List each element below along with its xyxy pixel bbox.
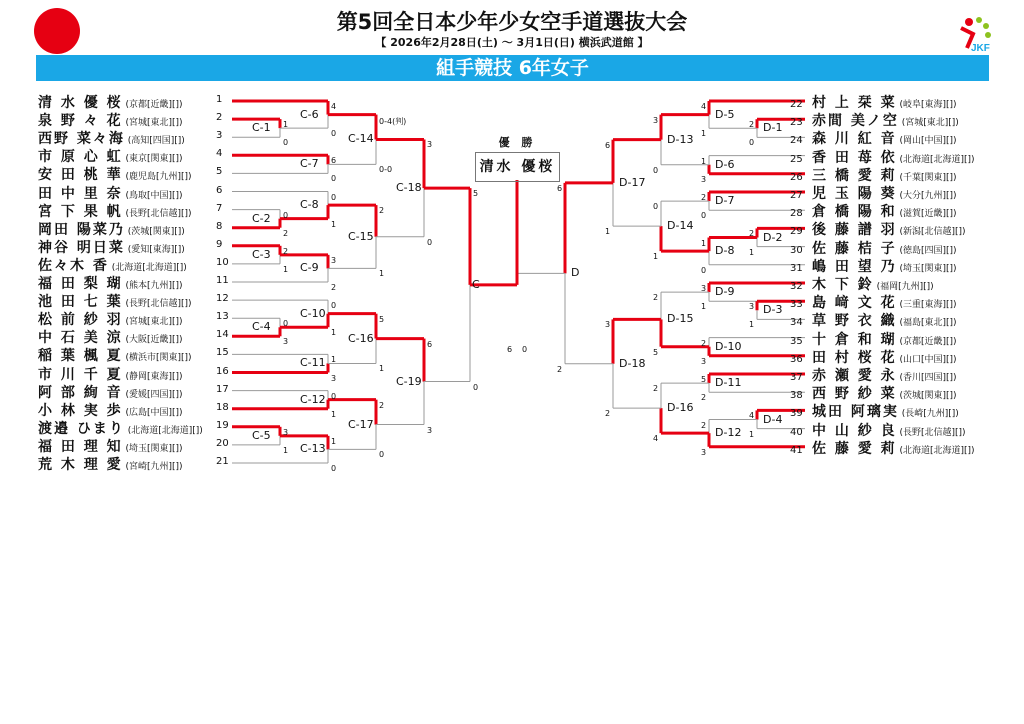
match-label: D-15: [667, 312, 694, 326]
player-row: [38, 219, 233, 237]
player-row: [790, 383, 1015, 401]
player-pref: (大阪[近畿][]): [122, 335, 183, 346]
player-name: 木 下 鈴: [812, 277, 874, 293]
match-score: 0: [283, 138, 289, 148]
player-pref: (横浜市[関東][]): [122, 353, 192, 364]
player-row: [38, 128, 233, 146]
seed-number: 13: [216, 311, 229, 323]
player-name: 草 野 衣 織: [812, 313, 897, 330]
match-score: 3: [427, 140, 433, 150]
match-label: D-10: [715, 339, 742, 353]
player-row: [38, 255, 233, 273]
seed-number: 9: [216, 238, 223, 250]
seed-number: 2: [216, 112, 223, 124]
player-name: 赤間 美ノ空: [812, 113, 899, 130]
match-score: 3: [331, 373, 337, 383]
player-name: 佐 藤 桔 子: [812, 240, 897, 257]
match-score: 0: [701, 265, 707, 275]
player-row: [790, 219, 1015, 237]
match-label: D-12: [715, 426, 742, 440]
match-score: 6: [507, 345, 513, 354]
player-row: [790, 438, 1015, 456]
match-label: C-4: [252, 320, 271, 334]
player-name: 中 石 美 涼: [38, 330, 123, 347]
seed-number: 22: [790, 99, 803, 110]
match-label: D-4: [763, 412, 783, 426]
player-row: [38, 164, 233, 182]
player-name: 田 中 里 奈: [38, 185, 123, 202]
player-name: 島 﨑 文 花: [812, 295, 897, 312]
player-row: [790, 329, 1015, 347]
match-score: 2: [653, 384, 659, 394]
svg-text:JKF: JKF: [971, 43, 990, 54]
player-row: [790, 201, 1015, 219]
player-name: 福 田 理 知: [38, 438, 123, 455]
match-label: D-7: [715, 194, 735, 208]
match-score: 3: [749, 302, 755, 312]
match-score: 3: [653, 115, 659, 125]
player-pref: (長崎[九州][]): [898, 409, 959, 420]
match-score: 0: [749, 138, 755, 148]
seed-number: 18: [216, 401, 229, 413]
player-row: [790, 165, 1015, 183]
seed-number: 32: [790, 281, 803, 292]
seed-number: 7: [216, 202, 223, 214]
seed-number: 31: [790, 262, 803, 274]
player-row: [38, 345, 233, 363]
player-name: 村 上 栞 菜: [812, 95, 897, 111]
player-pref: (東京[関東][]): [122, 154, 183, 165]
player-name: 倉 橋 陽 和: [812, 204, 897, 221]
player-row: [790, 256, 1015, 274]
player-name: 児 玉 陽 葵: [812, 186, 897, 202]
player-name: 池 田 七 葉: [38, 294, 123, 311]
match-score: 3: [283, 337, 289, 347]
match-score: 3: [701, 447, 707, 457]
match-label: C-14: [348, 132, 374, 146]
player-name: 阿 部 絢 音: [38, 384, 123, 401]
player-name: 清 水 優 桜: [38, 95, 123, 111]
player-row: [790, 147, 1015, 165]
player-row: [38, 400, 233, 418]
match-score: 3: [701, 356, 707, 366]
player-name: 小 林 実 歩: [38, 402, 123, 419]
player-name: 嶋 田 望 乃: [812, 258, 897, 275]
player-pref: (高知[四国][]): [124, 136, 185, 147]
player-row: [790, 183, 1015, 201]
player-row: [790, 420, 1015, 438]
match-label: D-3: [763, 303, 783, 317]
player-pref: (福島[東北][]): [896, 318, 957, 329]
match-score: 1: [749, 320, 755, 330]
player-name: 市 原 心 虹: [38, 149, 123, 166]
match-score: 0-0: [379, 165, 393, 175]
player-name: 香 田 苺 依: [812, 149, 897, 166]
seed-number: 17: [216, 383, 229, 395]
match-label: D-14: [667, 219, 694, 233]
match-label: C-17: [348, 417, 374, 431]
seed-number: 33: [790, 299, 803, 311]
player-pref: (鹿児島[九州][]): [122, 172, 192, 183]
champion-label: 優 勝: [498, 136, 537, 149]
player-pref: (滋賀[近畿][]): [896, 209, 957, 220]
seed-number: 10: [216, 256, 229, 268]
player-pref: (福岡[九州][]): [873, 282, 934, 292]
match-score: 3: [283, 427, 289, 437]
match-score: 1: [701, 156, 707, 166]
seed-number: 27: [790, 190, 803, 201]
player-row: [790, 347, 1015, 365]
match-score: 1: [331, 436, 337, 446]
player-pref: (宮城[東北][]): [122, 118, 183, 129]
match-score: 0: [473, 382, 479, 392]
tournament-dates: 【 2026年2月28日(土) ～ 3月1日(日) 横浜武道館 】: [375, 36, 649, 49]
match-score: 3: [605, 320, 611, 330]
player-row: [38, 454, 233, 472]
seed-number: 40: [790, 426, 803, 438]
match-label: C-5: [252, 428, 271, 442]
match-label: D-2: [763, 230, 783, 244]
player-pref: (北海道[北海道][]): [896, 154, 975, 165]
player-pref: (徳島[四国][]): [896, 245, 957, 256]
player-name: 城田 阿璃実: [812, 404, 899, 421]
seed-number: 1: [216, 94, 223, 105]
player-row: [790, 310, 1015, 328]
player-name: 福 田 梨 瑚: [38, 276, 123, 292]
player-row: [38, 436, 233, 454]
seed-number: 38: [790, 390, 803, 402]
match-score: 1: [749, 429, 755, 439]
player-pref: (岡山[中国][]): [896, 136, 957, 147]
match-label: D-18: [619, 356, 646, 370]
match-label: C-16: [348, 331, 374, 345]
seed-number: 11: [216, 275, 229, 286]
seed-number: 16: [216, 365, 229, 377]
seed-number: 28: [790, 208, 803, 220]
player-name: 荒 木 理 愛: [38, 457, 123, 473]
player-row: [38, 183, 233, 201]
player-name: 三 橋 愛 莉: [812, 167, 897, 184]
player-row: [38, 327, 233, 345]
match-score: 4: [653, 434, 659, 444]
player-name: 十 倉 和 瑚: [812, 331, 897, 348]
player-pref: (長野[北信越][]): [122, 208, 192, 219]
match-score: 3: [331, 255, 337, 265]
player-name: 田 村 桜 花: [812, 349, 897, 366]
seed-number: 3: [216, 130, 223, 142]
seed-number: 35: [790, 335, 803, 347]
match-score: 0: [331, 464, 337, 473]
player-pref: (千葉[関東][]): [896, 172, 957, 183]
player-pref: (北海道[北海道][]): [896, 445, 975, 456]
player-pref: (熊本[九州][]): [122, 281, 183, 291]
match-score: 4: [331, 102, 337, 111]
seed-number: 21: [216, 456, 229, 467]
match-score: 2: [379, 400, 385, 410]
match-score: 0: [427, 237, 433, 247]
match-score: 2: [749, 120, 755, 130]
match-score: 6: [557, 183, 563, 193]
player-pref: (愛媛[四国][]): [122, 389, 183, 400]
seed-number: 4: [216, 148, 223, 160]
match-score: 3: [701, 284, 707, 293]
match-score: 0: [331, 391, 337, 401]
player-pref: (宮城[東北][]): [898, 118, 959, 129]
match-score: 0: [701, 211, 707, 221]
match-label: D-9: [715, 285, 735, 299]
seed-number: 39: [790, 408, 803, 420]
seed-number: 26: [790, 171, 803, 183]
player-pref: (岐阜[東海][]): [896, 100, 957, 110]
player-name: 安 田 桃 華: [38, 167, 123, 184]
match-score: 0: [331, 129, 337, 139]
seed-number: 25: [790, 153, 803, 165]
player-name: 岡田 陽菜乃: [38, 221, 125, 238]
match-score: 0: [331, 301, 337, 311]
player-row: [38, 146, 233, 164]
player-pref: (大分[九州][]): [896, 191, 957, 201]
match-label: C-7: [300, 157, 319, 171]
player-row: [38, 273, 233, 291]
seed-number: 14: [216, 329, 229, 341]
tournament-title: 第5回全日本少年少女空手道選抜大会: [336, 10, 688, 34]
player-row: [790, 238, 1015, 256]
match-label: D-16: [667, 401, 694, 415]
match-label: C-2: [252, 211, 271, 225]
player-row: [38, 92, 233, 110]
match-score: 4: [701, 102, 707, 111]
event-banner: 組手競技 6年女子: [36, 55, 989, 81]
match-label: C-11: [300, 356, 326, 370]
match-score: 0: [283, 210, 289, 220]
player-name: 後 藤 譜 羽: [812, 222, 897, 239]
match-score: 1: [605, 227, 611, 237]
player-pref: (宮城[東北][]): [122, 317, 183, 328]
player-pref: (香川[四国][]): [896, 373, 957, 383]
match-label: D-17: [619, 175, 646, 189]
seed-number: 8: [216, 220, 223, 232]
player-pref: (長野[北信越][]): [896, 427, 966, 438]
match-score: 5: [379, 314, 385, 324]
player-row: [38, 291, 233, 309]
match-score: 2: [283, 246, 289, 256]
player-pref: (京都[近畿][]): [122, 100, 183, 110]
match-label: D-6: [715, 157, 735, 171]
seed-number: 37: [790, 372, 803, 383]
match-label: D-13: [667, 132, 694, 146]
player-row: [790, 365, 1015, 383]
seed-number: 30: [790, 244, 803, 256]
match-label: D-1: [763, 121, 783, 135]
match-score: 1: [653, 252, 659, 262]
player-pref: (広島[中国][]): [122, 407, 183, 418]
match-score: 4: [749, 411, 755, 421]
match-score: 6: [331, 156, 337, 166]
match-label: C: [472, 277, 480, 291]
player-row: [38, 382, 233, 400]
match-score: 1: [331, 328, 337, 338]
match-score: 1: [283, 120, 289, 130]
match-label: C-10: [300, 306, 326, 320]
match-score: 0: [653, 165, 659, 175]
player-pref: (宮崎[九州][]): [122, 462, 183, 472]
match-label: C-13: [300, 442, 326, 456]
match-score: 5: [473, 189, 479, 199]
seed-number: 5: [216, 166, 223, 178]
player-pref: (山口[中国][]): [896, 354, 957, 365]
player-name: 赤 瀬 愛 永: [812, 368, 897, 384]
player-name: 松 前 紗 羽: [38, 312, 123, 329]
player-pref: (北海道[北海道][]): [124, 425, 203, 436]
match-score: 2: [557, 364, 563, 374]
match-score: 0: [283, 319, 289, 329]
match-score: 0: [331, 192, 337, 202]
match-label: C-8: [300, 198, 319, 212]
match-score: 2: [701, 193, 707, 202]
match-score: 6: [605, 140, 611, 150]
match-score: 2: [283, 228, 289, 238]
player-pref: (茨城[関東][]): [124, 226, 185, 237]
match-score: 1: [379, 269, 385, 279]
player-name: 中 山 紗 良: [812, 422, 897, 439]
match-label: C-19: [396, 374, 422, 388]
match-score: 1: [331, 409, 337, 419]
seed-number: 23: [790, 117, 803, 129]
match-score: 0: [379, 450, 385, 460]
player-pref: (新潟[北信越][]): [896, 227, 966, 238]
player-row: [790, 110, 1015, 128]
player-row: [38, 418, 233, 436]
seed-number: 12: [216, 293, 229, 305]
match-label: C-6: [300, 107, 319, 121]
match-score: 2: [331, 283, 337, 292]
player-row: [38, 364, 233, 382]
match-score: 1: [749, 247, 755, 257]
match-score: 5: [701, 375, 707, 384]
seed-number: 29: [790, 226, 803, 238]
match-score: 6: [427, 339, 433, 349]
match-score: 2: [701, 338, 707, 348]
match-score: 1: [331, 355, 337, 365]
player-row: [38, 110, 233, 128]
player-pref: (鳥取[中国][]): [122, 190, 183, 201]
player-name: 市 川 千 夏: [38, 366, 123, 383]
match-score: 0: [522, 345, 528, 354]
match-score: 0-4(判): [379, 116, 407, 126]
match-label: C-1: [252, 121, 271, 135]
match-score: 1: [701, 129, 707, 139]
seed-number: 34: [790, 317, 803, 329]
player-name: 佐 藤 愛 莉: [812, 440, 897, 457]
match-score: 5: [653, 347, 659, 357]
player-row: [38, 309, 233, 327]
player-name: 森 川 紅 音: [812, 131, 897, 148]
match-score: 1: [379, 364, 385, 374]
match-label: D-8: [715, 244, 735, 258]
match-label: C-3: [252, 247, 271, 261]
seed-number: 6: [216, 184, 223, 196]
player-name: 稲 葉 楓 夏: [38, 348, 123, 365]
player-name: 泉 野 々 花: [38, 113, 123, 130]
match-score: 1: [331, 219, 337, 229]
player-row: [38, 201, 233, 219]
seed-number: 20: [216, 437, 229, 449]
seed-number: 41: [790, 444, 803, 456]
seed-number: 19: [216, 419, 229, 431]
match-score: 2: [653, 293, 659, 303]
player-row: [790, 128, 1015, 146]
match-label: D-5: [715, 107, 735, 121]
player-row: [790, 274, 1015, 292]
player-row: [790, 401, 1015, 419]
player-name: 宮 下 果 帆: [38, 203, 123, 220]
player-pref: (京都[近畿][]): [896, 336, 957, 347]
match-score: 3: [427, 425, 433, 435]
player-row: [790, 92, 1015, 110]
match-score: 3: [701, 174, 707, 184]
player-pref: (埼玉[関東][]): [896, 263, 957, 274]
player-name: 西 野 紗 菜: [812, 386, 897, 403]
match-score: 2: [701, 420, 707, 430]
player-name: 西野 菜々海: [38, 131, 125, 148]
match-label: C-9: [300, 261, 319, 275]
player-pref: (茨城[関東][]): [896, 391, 957, 402]
player-pref: (長野[北信越][]): [122, 299, 192, 310]
player-name: 渡邉 ひまり: [38, 420, 125, 437]
player-pref: (愛知[東海][]): [124, 244, 185, 255]
match-score: 1: [283, 445, 289, 455]
player-row: [38, 237, 233, 255]
match-score: 2: [749, 229, 755, 239]
match-score: 0: [331, 174, 337, 184]
match-label: C-18: [396, 181, 422, 195]
match-score: 0: [653, 202, 659, 212]
player-pref: (三重[東海][]): [896, 300, 957, 311]
match-score: 1: [701, 302, 707, 312]
match-score: 1: [701, 238, 707, 248]
player-name: 神谷 明日菜: [38, 239, 125, 256]
match-score: 2: [701, 393, 707, 403]
seed-number: 24: [790, 135, 803, 147]
player-name: 佐々木 香: [38, 257, 109, 274]
player-pref: (北海道[北海道][]): [108, 262, 187, 273]
match-score: 1: [283, 264, 289, 274]
match-score: 2: [379, 206, 385, 216]
match-label: C-15: [348, 229, 374, 243]
champion-name: 清水 優桜: [475, 152, 560, 182]
match-label: C-12: [300, 392, 326, 406]
player-pref: (静岡[東海][]): [122, 371, 183, 382]
match-label: D: [571, 266, 580, 280]
seed-number: 15: [216, 347, 229, 359]
seed-number: 36: [790, 353, 803, 365]
match-label: D-11: [715, 376, 742, 390]
player-row: [790, 292, 1015, 310]
match-score: 2: [605, 409, 611, 419]
player-pref: (埼玉[関東][]): [122, 443, 183, 454]
